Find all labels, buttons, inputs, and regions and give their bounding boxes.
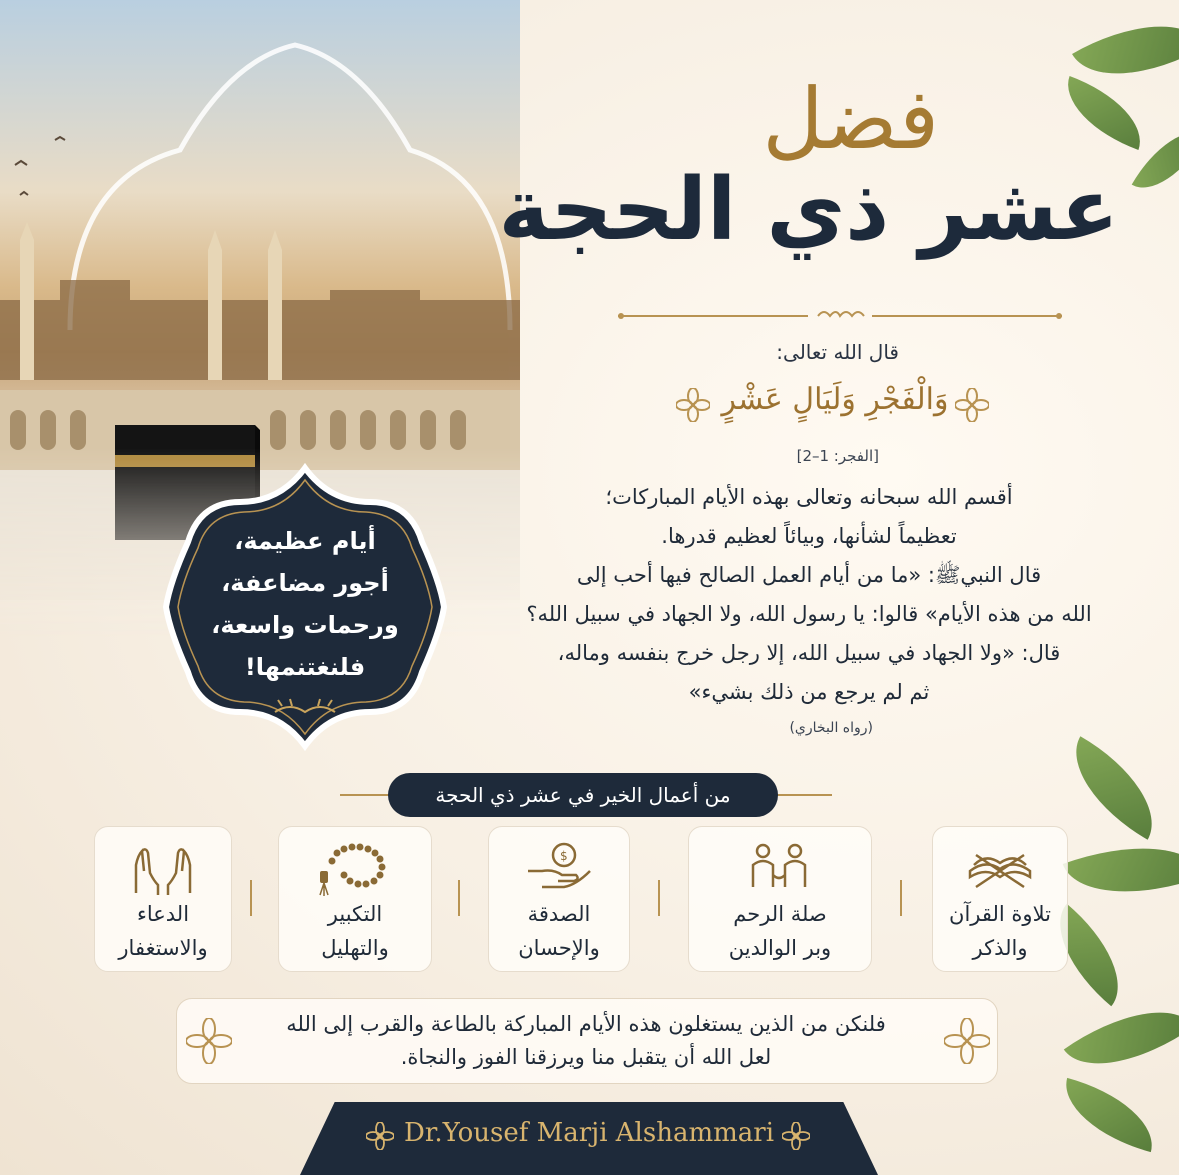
badge-line: أجور مضاعفة، [221,569,389,597]
good-deed-card [488,826,630,972]
closing-text [236,1008,936,1074]
hadith-narrator: (رواه البخاري) [789,720,873,736]
good-deed-card [932,826,1068,972]
card-separator [900,880,902,916]
quran-icon [962,841,1038,891]
badge-line: أيام عظيمة، [234,527,376,555]
card-label: الدعاء والاستغفار [118,902,208,960]
svg-text:$: $ [560,849,568,863]
card-label: التكبير والتهليل [321,902,389,960]
quote-lead: قال الله تعالى: [776,340,899,364]
badge-line: ورحمات واسعة، [211,611,399,639]
page-title-line2: عشر ذي الحجة [498,160,1119,260]
card-separator [250,880,252,916]
card-label: الصدقة والإحسان [518,902,600,960]
title-ornament [618,308,1062,324]
page-title-line1: فضل [762,70,939,168]
body-line: قال النبيﷺ: «ما من أيام العمل الصالح فيها أحب إلى [576,563,1042,587]
body-line: تعظيماً لشأنها، وبيائاً لعظيم قدرها. [661,524,957,548]
section-divider [776,794,832,796]
flower-icon [944,1018,990,1064]
prayer-beads-icon [312,841,398,897]
card-label: صلة الرحم وبر الوالدين [728,902,832,960]
quran-verse: وَالْفَجْرِ وَلَيَالٍ عَشْرٍ [721,382,949,417]
body-line: ثم لم يرجع من ذلك بشيء» [688,680,930,704]
flower-icon [186,1018,232,1064]
family-icon [745,841,815,891]
good-deed-card [94,826,232,972]
card-label: تلاوة القرآن والذكر [949,902,1051,960]
verse-reference: [الفجر: 1–2] [796,447,879,465]
praying-hands-icon [128,841,198,897]
body-text [499,478,1119,712]
body-line: قال: «ولا الجهاد في سبيل الله، إلا رجل خرج بنفسه وماله، [557,641,1061,665]
card-separator [658,880,660,916]
section-title: من أعمال الخير في عشر ذي الحجة [388,773,778,817]
closing-line: لعل الله أن يتقبل منا ويرزقنا الفوز والنجاة. [400,1045,772,1069]
card-separator [458,880,460,916]
closing-line: فلنكن من الذين يستغلون هذه الأيام المباركة بالطاعة والقرب إلى الله [286,1012,886,1036]
body-line: أقسم الله سبحانه وتعالى بهذه الأيام المباركات؛ [605,485,1013,509]
section-divider [340,794,390,796]
badge-text [180,520,430,688]
author-name: Dr.Yousef Marji Alshammari [403,1118,775,1148]
body-line: الله من هذه الأيام» قالوا: يا رسول الله، ولا الجهاد في سبيل الله؟ [526,602,1092,626]
charity-hand-icon [524,841,594,893]
good-deed-card [688,826,872,972]
good-deed-card [278,826,432,972]
badge-line: فلنغتنمها! [244,653,366,681]
